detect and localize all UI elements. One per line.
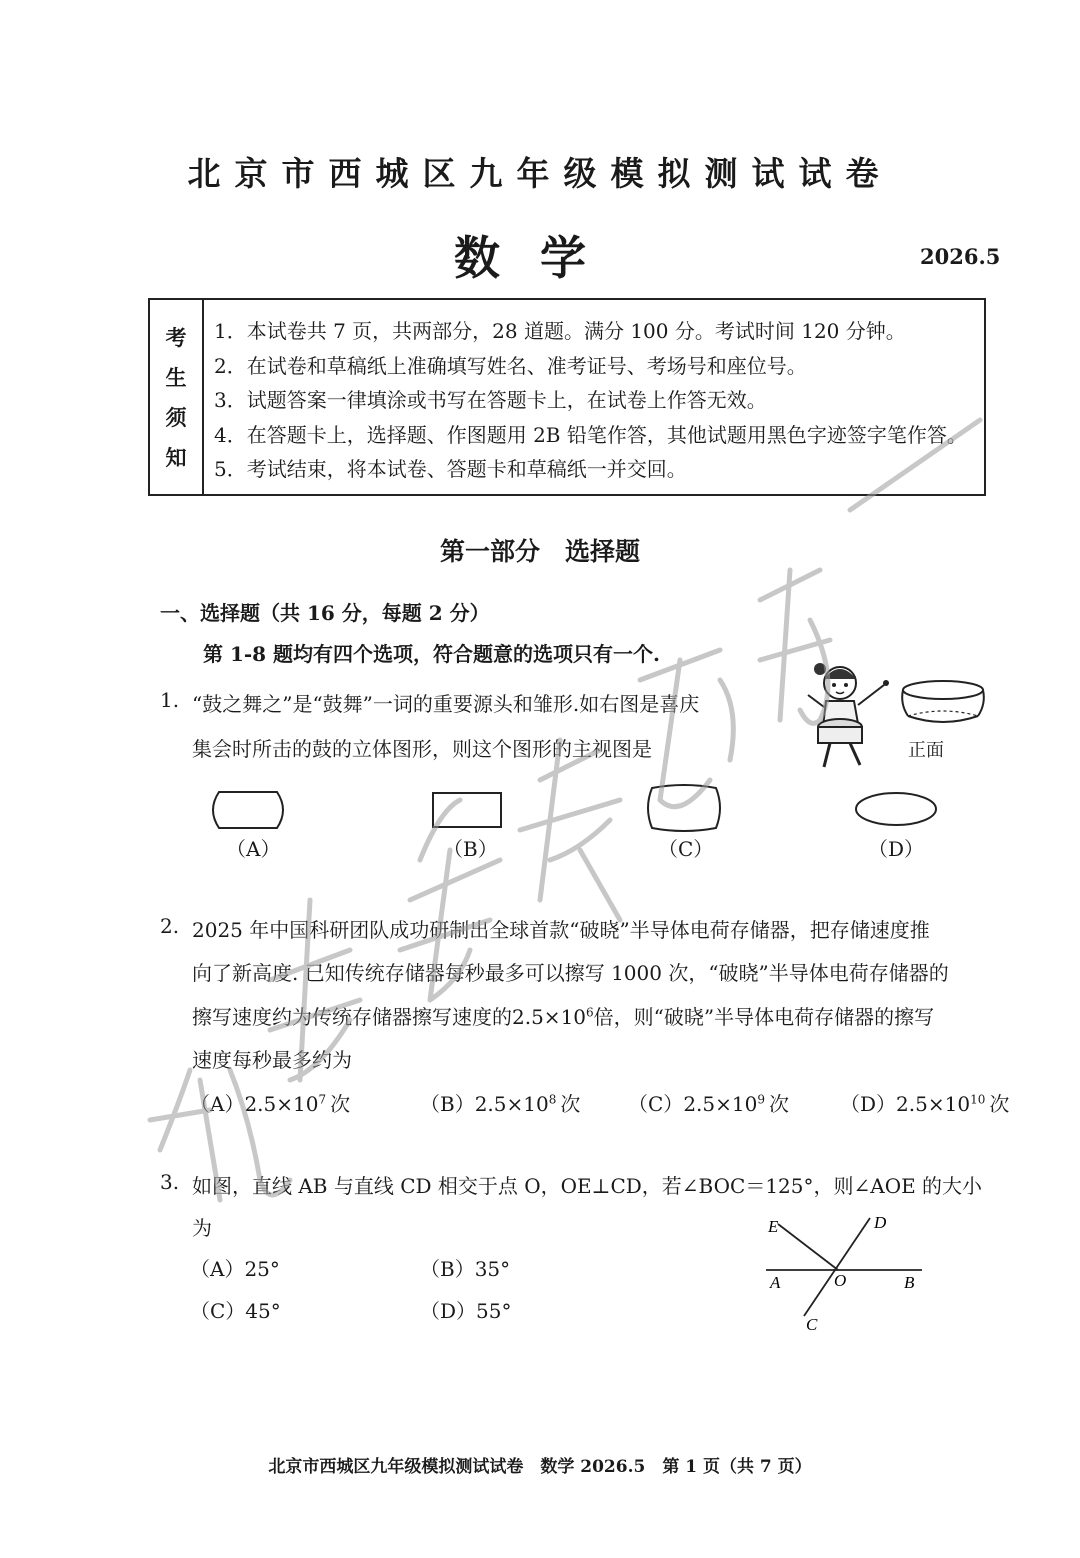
handwritten-watermark bbox=[120, 380, 1020, 1280]
option-a-shape bbox=[205, 790, 291, 830]
option-base: 2.5×10 bbox=[244, 1092, 319, 1116]
question-text: 如图，直线 AB 与直线 CD 相交于点 O，OE⊥CD，若∠BOC＝125°，则∠AOE 的大小 bbox=[192, 1174, 983, 1198]
option-c bbox=[628, 1088, 789, 1117]
option-c-shape bbox=[642, 784, 726, 832]
question-text: 倍，则“破晓”半导体电荷存储器的擦写 bbox=[593, 1005, 935, 1029]
option-d-shape bbox=[853, 790, 939, 828]
notice-item: 4．在答题卡上，选择题、作图题用 2B 铅笔作答，其他试题用黑色字迹签字笔作答。 bbox=[214, 422, 967, 447]
notice-list bbox=[214, 314, 978, 487]
option-base: 2.5×10 bbox=[683, 1092, 758, 1116]
subject-title: 数学 bbox=[454, 231, 626, 285]
notice-label-char: 须 bbox=[165, 405, 187, 430]
notice-label-char: 考 bbox=[165, 325, 187, 350]
question-text: 速度每秒最多约为 bbox=[192, 1048, 352, 1072]
drum-girl-illustration bbox=[800, 655, 900, 775]
point-label-e: E bbox=[768, 1217, 779, 1236]
option-label: （C） bbox=[628, 1092, 684, 1116]
exam-date: 2026.5 bbox=[920, 244, 1001, 269]
question-text-line bbox=[192, 1001, 934, 1030]
intersecting-lines-figure bbox=[760, 1208, 930, 1338]
notice-item: 2．在试卷和草稿纸上准确填写姓名、准考证号、考场号和座位号。 bbox=[214, 353, 807, 378]
option-label: （B） bbox=[420, 1092, 475, 1116]
section-heading: 一、选择题（共 16 分，每题 2 分） bbox=[160, 601, 490, 625]
question-number: 1. bbox=[160, 688, 180, 712]
option-unit: 次 bbox=[989, 1092, 1010, 1116]
option-exponent: 9 bbox=[757, 1092, 765, 1107]
notice-label bbox=[150, 300, 204, 494]
option-b: （B）35° bbox=[420, 1257, 511, 1281]
notice-item: 1．本试卷共 7 页，共两部分，28 道题。满分 100 分。考试时间 120 分钟。 bbox=[214, 319, 906, 343]
question-text: 集会时所击的鼓的立体图形，则这个图形的主视图是 bbox=[192, 737, 652, 761]
option-exponent: 10 bbox=[970, 1092, 986, 1107]
factor-base: 2.5×10 bbox=[512, 1005, 587, 1029]
notice-label-char: 生 bbox=[165, 365, 187, 390]
notice-label-char: 知 bbox=[165, 445, 187, 470]
option-unit: 次 bbox=[560, 1092, 581, 1116]
point-label-o: O bbox=[834, 1271, 847, 1290]
page-footer: 北京市西城区九年级模拟测试试卷 数学 2026.5 第 1 页（共 7 页） bbox=[268, 1457, 812, 1477]
point-label-d: D bbox=[874, 1213, 887, 1232]
option-a: （A）25° bbox=[190, 1257, 280, 1281]
point-label-b: B bbox=[904, 1273, 915, 1292]
option-exponent: 7 bbox=[318, 1092, 327, 1107]
point-label-c: C bbox=[806, 1315, 818, 1334]
notice-box bbox=[148, 298, 986, 496]
front-view-label: 正面 bbox=[908, 740, 944, 761]
option-label: （D） bbox=[840, 1092, 897, 1116]
option-b bbox=[420, 1088, 580, 1117]
option-label: （A） bbox=[226, 837, 281, 861]
question-text: 擦写速度约为传统存储器擦写速度的 bbox=[192, 1005, 512, 1029]
section-title: 第一部分 选择题 bbox=[439, 537, 640, 566]
question-number: 3. bbox=[160, 1170, 180, 1194]
option-base: 2.5×10 bbox=[474, 1092, 549, 1116]
point-label-a: A bbox=[770, 1273, 781, 1292]
question-text: 向了新高度. 已知传统存储器每秒最多可以擦写 1000 次，“破晓”半导体电荷存储器的 bbox=[192, 961, 949, 985]
option-b-shape bbox=[430, 790, 504, 830]
option-d: （D）55° bbox=[420, 1299, 512, 1323]
option-c: （C）45° bbox=[190, 1299, 281, 1323]
option-label: （D） bbox=[868, 837, 925, 861]
option-unit: 次 bbox=[768, 1092, 789, 1116]
option-a bbox=[190, 1088, 350, 1117]
option-exponent: 8 bbox=[548, 1092, 557, 1107]
question-text: 为 bbox=[192, 1216, 212, 1240]
option-d bbox=[840, 1088, 1009, 1117]
exam-title: 北京市西城区九年级模拟测试试卷 bbox=[187, 154, 893, 193]
option-unit: 次 bbox=[330, 1092, 351, 1116]
question-text: 2025 年中国科研团队成功研制出全球首款“破晓”半导体电荷存储器，把存储速度推 bbox=[192, 918, 930, 942]
option-label: （C） bbox=[658, 837, 714, 861]
notice-item: 5．考试结束，将本试卷、答题卡和草稿纸一并交回。 bbox=[214, 457, 687, 481]
question-number: 2. bbox=[160, 914, 180, 938]
section-instruction: 第 1-8 题均有四个选项，符合题意的选项只有一个. bbox=[203, 642, 661, 666]
option-label: （B） bbox=[443, 837, 498, 861]
question-text: “鼓之舞之”是“鼓舞”一词的重要源头和雏形.如右图是喜庆 bbox=[192, 692, 700, 716]
notice-item: 3．试题答案一律填涂或书写在答题卡上，在试卷上作答无效。 bbox=[214, 388, 767, 412]
drum-3d-figure bbox=[898, 678, 988, 728]
option-base: 2.5×10 bbox=[896, 1092, 971, 1116]
factor-exponent: 6 bbox=[586, 1005, 594, 1020]
option-label: （A） bbox=[190, 1092, 245, 1116]
